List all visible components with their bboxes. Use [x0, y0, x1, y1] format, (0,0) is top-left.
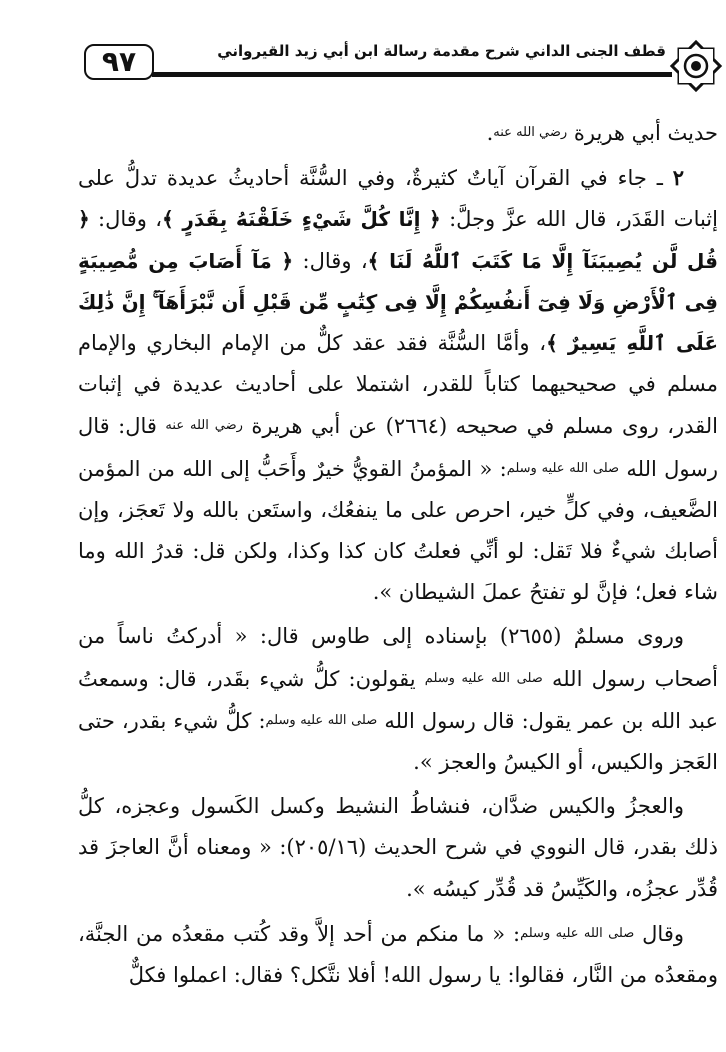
honorific-glyph: رضي الله عنه [493, 125, 568, 140]
paragraph-text: : « ما منكم من أحد إلاَّ وقد كُتب مقعدُه من الجنَّة، ومقعدُه من النَّار، فقالوا: يا رسول الله! أفلا نتَّكل؟ فقال: اعملوا فكلٌّ [78, 921, 718, 988]
paragraph-text: وقال [634, 921, 685, 946]
paragraph-nawawi-commentary [78, 786, 718, 910]
page-header [84, 38, 724, 98]
page-body [78, 112, 718, 1042]
paragraph-text: ـ جاء في القرآن آياتٌ كثيرةٌ، وفي السُّنَّة أحاديثُ عديدة تدلُّ على إثبات القَدَر، قال الله عزَّ وجلَّ: [78, 166, 718, 232]
salla-glyph: صلى الله عليه وسلم [424, 670, 543, 686]
header-divider [152, 72, 672, 77]
salla-glyph: صلى الله عليه وسلم [520, 925, 635, 941]
paragraph-intro-line: حديث أبي هريرة رضي الله عنه. [486, 121, 718, 145]
paragraph-text: ، وقال: [293, 248, 368, 273]
paragraph-text: والعجزُ والكيس ضدَّان، فنشاطُ النشيط وكسل الكَسول وعجزه، كلُّ ذلك بقدر، قال النووي في شرح الحديث (٢٠٥/١٦): « ومعناه أنَّ العاجزَ قد قُدِّر عجزُه، والكَيِّسُ قد قُدِّر كيسُه ». [78, 794, 718, 901]
quran-verse: ﴿ قُل لَّن يُصِيبَنَآ إِلَّا مَا كَتَبَ ٱللَّهُ لَنَا ﴾ [78, 207, 718, 273]
honorific-glyph: رضي الله عنه [165, 418, 243, 434]
paragraph-number: ٢ [672, 165, 684, 191]
paragraph-text: يقولون: كلُّ شيء بقَدر، قال: وسمعتُ عبد الله بن عمر يقول: قال رسول الله [78, 666, 718, 733]
paragraph-text: : « المؤمنُ القويُّ خيرٌ وأَحَبُّ إلى الله من المؤمن الضَّعيف، وفي كلٍّ خير، احرص على ما ينفعُك، واستَعن بالله ولا تَعجَز، وإن أصابك شيءٌ فلا تَقل: لو أنِّي فعلتُ كان كذا وكذا، ولكن قل: قدرُ الله وما شاء فعل؛ فإنَّ لو تفتحُ عملَ الشيطان ». [78, 456, 718, 605]
paragraph-text: ، وقال: [89, 207, 163, 232]
quran-verse: ﴿ مَآ أَصَابَ مِن مُّصِيبَةٍ فِى ٱلْأَرْضِ وَلَا فِىٓ أَنفُسِكُمْ إِلَّا فِى كِتَٰبٍ مِّن قَبْلِ أَن نَّبْرَأَهَآ ۚ إِنَّ ذَٰلِكَ عَلَى ٱللَّهِ يَسِيرٌ ﴾ [78, 248, 718, 356]
paragraph-text: حديث أبي هريرة [573, 121, 718, 145]
paragraph-text: : كلُّ شيء بقدر، حتى العَجز والكيس، أو الكيسُ والعجز ». [78, 708, 718, 775]
running-title: قطف الجنى الداني شرح مقدمة رسالة ابن أبي زيد القيرواني [217, 42, 666, 60]
paragraph-final-hadith [78, 913, 718, 996]
salla-glyph: صلى الله عليه وسلم [265, 712, 378, 728]
page-number: ٩٧ [84, 44, 154, 80]
paragraph-tawus-narration [78, 616, 718, 783]
quran-verse: ﴿ إِنَّا كُلَّ شَيْءٍ خَلَقْنَهُ بِقَدَرٍ ﴾ [162, 207, 441, 232]
eight-point-star-icon [668, 38, 724, 94]
paragraph-text: قال: قال رسول الله [78, 414, 718, 481]
paragraph-text: وروى مسلمٌ (٢٦٥٥) بإسناده إلى طاوس قال: « أدركتُ ناساً من أصحاب رسول الله [78, 624, 718, 691]
paragraph-qadar-evidence [78, 157, 718, 613]
paragraph-text: ، وأمَّا السُّنَّة فقد عقد كلٌّ من الإمام البخاري والإمام مسلم في صحيحيهما كتاباً للقدر، اشتملا على أحاديث عديدة في إثبات القدر، روى مسلم في صحيحه (٢٦٦٤) عن أبي هريرة [78, 331, 718, 439]
salla-glyph: صلى الله عليه وسلم [506, 460, 620, 476]
